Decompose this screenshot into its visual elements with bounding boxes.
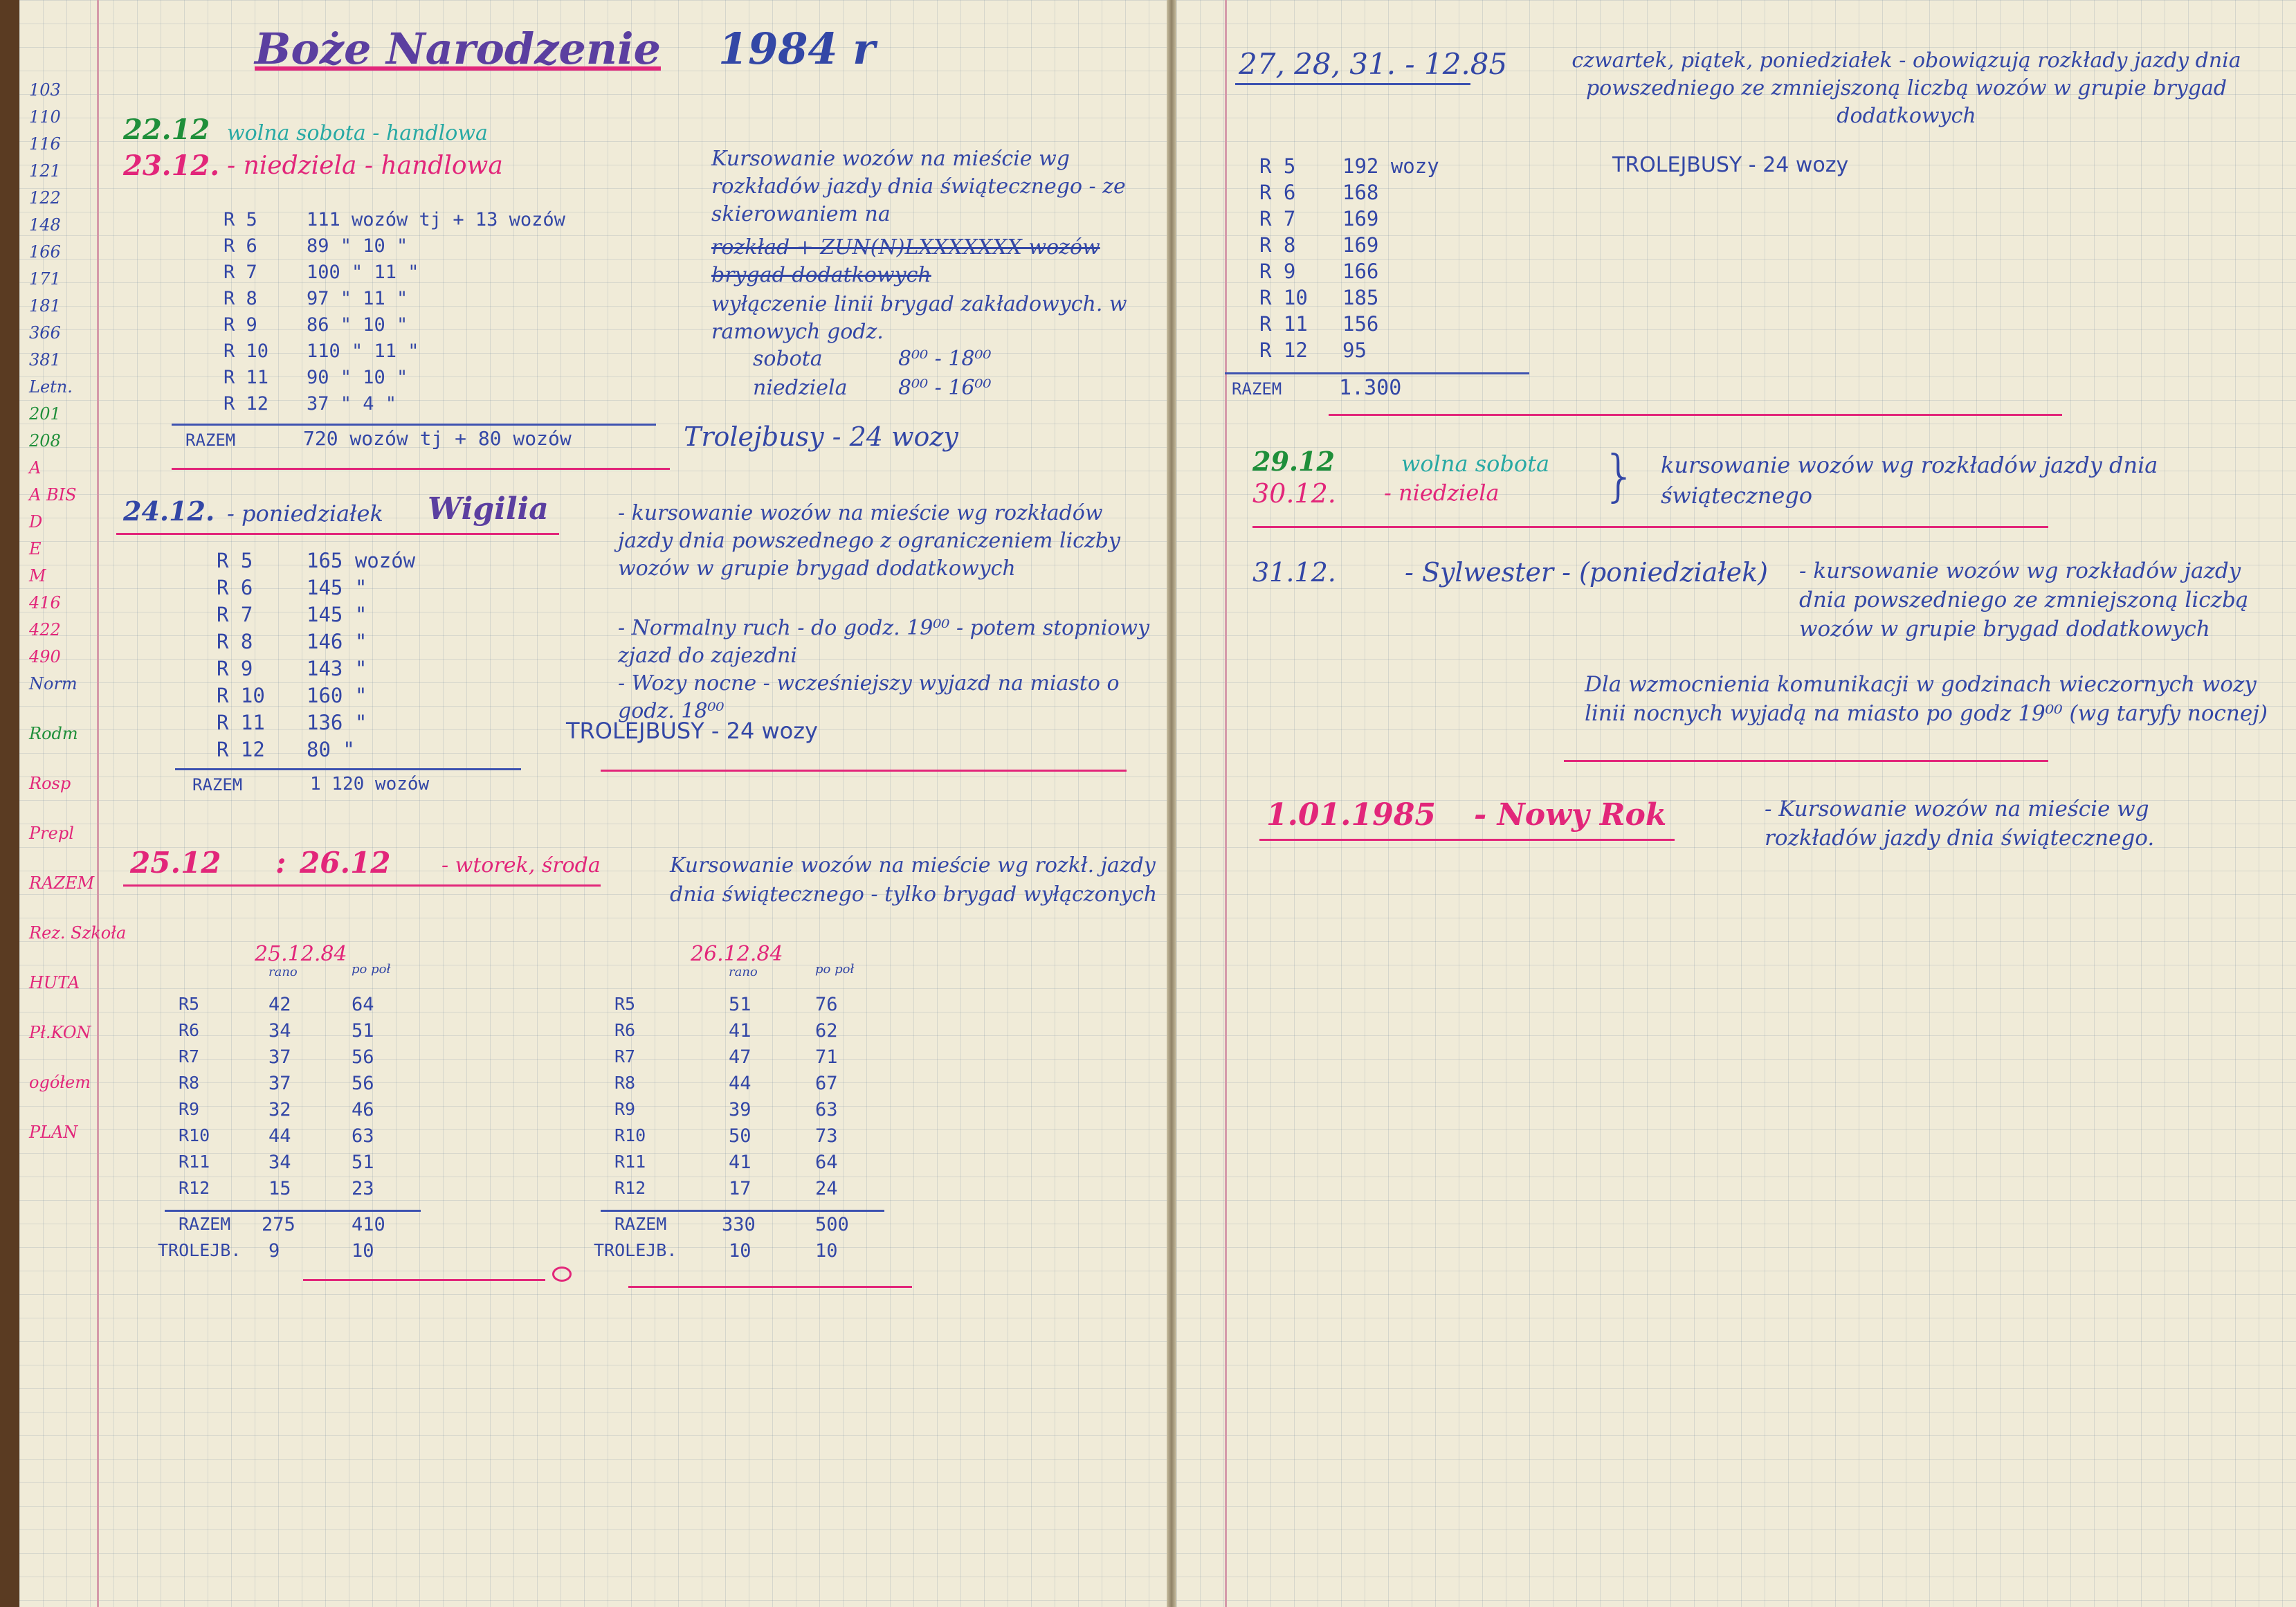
row-morning: 39 bbox=[729, 1099, 751, 1120]
row-label: R7 bbox=[179, 1046, 200, 1066]
margin-index-item: Prepl bbox=[29, 824, 74, 843]
margin-index-item: Rez. Szkoła bbox=[29, 923, 127, 943]
row-label: R5 bbox=[614, 994, 636, 1014]
s3-end-line-1 bbox=[303, 1279, 545, 1281]
row-afternoon: 71 bbox=[815, 1046, 838, 1068]
row-label: R 11 bbox=[224, 367, 269, 388]
margin-index-item: 381 bbox=[29, 350, 61, 370]
s1-description-2: wyłączenie linii brygad zakładowych. w ramowych godz. bbox=[711, 292, 1127, 344]
s2-name: Wigilia bbox=[428, 491, 549, 527]
s3-description: Kursowanie wozów na mieście wg rozkł. jazdy dnia świątecznego - tylko brygad wyłączonych bbox=[670, 853, 1158, 907]
right-page bbox=[1176, 0, 2296, 1607]
r-s1-total-label: RAZEM bbox=[1232, 379, 1282, 399]
s2-description-1: - kursowanie wozów na mieście wg rozkładów jazdy dnia powszednego z ograniczeniem liczby wozów w grupie brygad dodatkowych bbox=[618, 501, 1120, 581]
row-count: 90 " 10 " bbox=[307, 367, 408, 388]
r-s2-brace: } bbox=[1602, 444, 1637, 508]
row-count: 169 bbox=[1342, 233, 1379, 257]
s3-end-line-2 bbox=[628, 1286, 912, 1288]
row-afternoon: 64 bbox=[815, 1152, 838, 1173]
row-label: R 11 bbox=[217, 711, 265, 734]
margin-index-item: 490 bbox=[29, 647, 61, 666]
margin-index-item: 122 bbox=[29, 188, 61, 208]
row-morning: 32 bbox=[268, 1099, 291, 1120]
total-afternoon: 410 bbox=[352, 1214, 385, 1235]
margin-index-item: Pł.KON bbox=[29, 1023, 91, 1042]
margin-index-item: A bbox=[29, 458, 42, 478]
s1-date1: 22.12 bbox=[123, 114, 210, 146]
row-label: R 12 bbox=[1259, 338, 1308, 362]
row-label: R 7 bbox=[217, 603, 253, 626]
left-margin-line bbox=[97, 0, 99, 1607]
row-morning: 41 bbox=[729, 1020, 751, 1042]
row-afternoon: 24 bbox=[815, 1178, 838, 1199]
margin-index-item: Norm bbox=[29, 674, 78, 693]
row-count: 89 " 10 " bbox=[307, 235, 408, 257]
row-afternoon: 64 bbox=[352, 994, 374, 1015]
row-morning: 37 bbox=[268, 1073, 291, 1094]
row-label: R6 bbox=[614, 1020, 636, 1040]
table-divider bbox=[601, 1210, 884, 1212]
row-count: 100 " 11 " bbox=[307, 262, 419, 283]
row-afternoon: 51 bbox=[352, 1152, 374, 1173]
book-spine bbox=[1167, 0, 1176, 1607]
row-label: R10 bbox=[614, 1125, 646, 1145]
s3-separator: : bbox=[275, 846, 286, 880]
left-page bbox=[19, 0, 1167, 1607]
margin-index-item: 103 bbox=[29, 80, 61, 100]
margin-index-item: E bbox=[29, 539, 42, 559]
row-label: R 8 bbox=[224, 288, 257, 309]
margin-index-item: Rodm bbox=[29, 724, 78, 743]
row-label: R9 bbox=[614, 1099, 636, 1119]
trolleybus-label: TROLEJB. bbox=[158, 1240, 242, 1260]
row-count: 95 bbox=[1342, 338, 1367, 362]
row-morning: 41 bbox=[729, 1152, 751, 1173]
row-afternoon: 51 bbox=[352, 1020, 374, 1042]
trolleybus-label: TROLEJB. bbox=[594, 1240, 677, 1260]
s1-label1: wolna sobota - handlowa bbox=[227, 121, 488, 145]
row-label: R 5 bbox=[217, 549, 253, 572]
row-label: R 6 bbox=[217, 576, 253, 599]
s1-divider bbox=[172, 424, 656, 426]
row-afternoon: 63 bbox=[815, 1099, 838, 1120]
row-morning: 44 bbox=[729, 1073, 751, 1094]
table-col2: po poł bbox=[815, 962, 855, 977]
trolleybus-afternoon: 10 bbox=[352, 1240, 374, 1262]
row-afternoon: 46 bbox=[352, 1099, 374, 1120]
row-label: R 8 bbox=[1259, 233, 1296, 257]
row-label: R 5 bbox=[224, 209, 257, 230]
r-s3-name: - Sylwester - (poniedziałek) bbox=[1405, 557, 1768, 588]
s2-description-2: - Normalny ruch - do godz. 19⁰⁰ - potem stopniowy zjazd do zajezdni bbox=[618, 616, 1150, 668]
row-count: 97 " 11 " bbox=[307, 288, 408, 309]
s1-hours2-label: niedziela bbox=[753, 376, 848, 400]
row-afternoon: 62 bbox=[815, 1020, 838, 1042]
row-count: 165 wozów bbox=[307, 549, 416, 572]
s2-total: 1 120 wozów bbox=[310, 774, 430, 795]
table-date: 26.12.84 bbox=[691, 942, 783, 966]
margin-index-item: 422 bbox=[29, 620, 61, 639]
margin-index-item: Letn. bbox=[29, 377, 73, 397]
row-label: R 9 bbox=[1259, 260, 1296, 283]
margin-index-item: 366 bbox=[29, 323, 61, 343]
trolleybus-morning: 9 bbox=[268, 1240, 280, 1262]
margin-index-item: 116 bbox=[29, 134, 61, 154]
s2-header-line bbox=[116, 533, 559, 535]
row-morning: 15 bbox=[268, 1178, 291, 1199]
row-label: R7 bbox=[614, 1046, 636, 1066]
row-count: 192 wozy bbox=[1342, 154, 1439, 178]
margin-index-item: 208 bbox=[29, 431, 61, 451]
margin-index-item: A BIS bbox=[29, 485, 77, 505]
row-label: R 7 bbox=[224, 262, 257, 283]
s2-weekday: - poniedziałek bbox=[227, 500, 383, 527]
margin-index-item: 181 bbox=[29, 296, 61, 316]
s1-description: Kursowanie wozów na mieście wg rozkładów jazdy dnia świątecznego - ze skierowaniem na bbox=[711, 147, 1126, 226]
row-afternoon: 56 bbox=[352, 1073, 374, 1094]
row-label: R 10 bbox=[224, 341, 269, 362]
row-morning: 42 bbox=[268, 994, 291, 1015]
r-s4-underline bbox=[1259, 839, 1675, 841]
r-s1-date-underline bbox=[1235, 83, 1470, 85]
row-morning: 50 bbox=[729, 1125, 751, 1147]
row-count: 166 bbox=[1342, 260, 1379, 283]
right-margin-line bbox=[1225, 0, 1227, 1607]
row-afternoon: 63 bbox=[352, 1125, 374, 1147]
margin-index-item: RAZEM bbox=[29, 873, 95, 893]
total-label: RAZEM bbox=[179, 1214, 231, 1234]
r-s3-description-2: Dla wzmocnienia komunikacji w godzinach wieczornych wozy linii nocnych wyjadą na miasto po godz 19⁰⁰ (wg taryfy nocnej) bbox=[1585, 672, 2268, 726]
row-label: R6 bbox=[179, 1020, 200, 1040]
row-label: R8 bbox=[179, 1073, 200, 1093]
row-count: 160 " bbox=[307, 684, 367, 707]
margin-index-item: 171 bbox=[29, 269, 61, 289]
table-divider bbox=[165, 1210, 421, 1212]
r-s2-date1: 29.12 bbox=[1252, 446, 1335, 477]
r-s1-trolleybus: TROLEJBUSY - 24 wozy bbox=[1612, 153, 1849, 177]
r-s3-end-line bbox=[1564, 760, 2048, 762]
row-label: R 9 bbox=[224, 314, 257, 336]
trolleybus-afternoon: 10 bbox=[815, 1240, 838, 1262]
row-count: 111 wozów tj + 13 wozów bbox=[307, 209, 565, 230]
row-morning: 51 bbox=[729, 994, 751, 1015]
margin-index-item: 110 bbox=[29, 107, 61, 127]
r-s2-label1: wolna sobota bbox=[1401, 451, 1550, 477]
page-year: 1984 r bbox=[718, 24, 875, 74]
pink-circle-mark bbox=[552, 1266, 572, 1282]
margin-index-item: 201 bbox=[29, 404, 61, 424]
total-label: RAZEM bbox=[614, 1214, 667, 1234]
table-col1: rano bbox=[268, 965, 298, 979]
row-count: 146 " bbox=[307, 630, 367, 653]
row-count: 156 bbox=[1342, 312, 1379, 336]
margin-index-item: 166 bbox=[29, 242, 61, 262]
row-morning: 47 bbox=[729, 1046, 751, 1068]
row-label: R10 bbox=[179, 1125, 210, 1145]
margin-index-item: ogółem bbox=[29, 1073, 91, 1092]
page-title: Boże Narodzenie bbox=[255, 24, 661, 74]
s1-label2: - niedziela - handlowa bbox=[227, 152, 503, 180]
margin-index-item: 148 bbox=[29, 215, 61, 235]
row-label: R12 bbox=[179, 1178, 210, 1198]
s1-total-label: RAZEM bbox=[185, 430, 236, 450]
row-afternoon: 67 bbox=[815, 1073, 838, 1094]
row-label: R 6 bbox=[1259, 181, 1296, 204]
row-label: R11 bbox=[179, 1152, 210, 1172]
table-col2: po poł bbox=[352, 962, 391, 977]
row-label: R 11 bbox=[1259, 312, 1308, 336]
row-count: 110 " 11 " bbox=[307, 341, 419, 362]
row-label: R 10 bbox=[217, 684, 265, 707]
row-afternoon: 76 bbox=[815, 994, 838, 1015]
s2-end-line bbox=[601, 770, 1127, 772]
r-s3-date: 31.12. bbox=[1252, 557, 1336, 588]
s3-header-line bbox=[123, 884, 601, 887]
margin-index-item: Rosp bbox=[29, 774, 71, 793]
row-afternoon: 73 bbox=[815, 1125, 838, 1147]
row-label: R 12 bbox=[224, 393, 269, 415]
r-s1-total: 1.300 bbox=[1339, 376, 1402, 400]
s1-hours1-label: sobota bbox=[753, 347, 823, 371]
row-label: R 6 bbox=[224, 235, 257, 257]
row-label: R8 bbox=[614, 1073, 636, 1093]
r-s2-description: kursowanie wozów wg rozkładów jazdy dnia świątecznego bbox=[1661, 452, 2158, 509]
row-count: 80 " bbox=[307, 738, 355, 761]
row-morning: 37 bbox=[268, 1046, 291, 1068]
s1-hours1: 8⁰⁰ - 18⁰⁰ bbox=[898, 347, 992, 371]
row-label: R 8 bbox=[217, 630, 253, 653]
margin-index-item: HUTA bbox=[29, 973, 80, 992]
r-s4-name: - Nowy Rok bbox=[1474, 797, 1667, 833]
total-morning: 330 bbox=[722, 1214, 756, 1235]
s1-hours2: 8⁰⁰ - 16⁰⁰ bbox=[898, 376, 992, 400]
r-s4-date: 1.01.1985 bbox=[1266, 797, 1436, 833]
row-morning: 44 bbox=[268, 1125, 291, 1147]
row-afternoon: 23 bbox=[352, 1178, 374, 1199]
r-s1-dates: 27, 28, 31. - 12.85 bbox=[1239, 47, 1508, 81]
r-s1-end-line bbox=[1329, 414, 2062, 416]
row-count: 86 " 10 " bbox=[307, 314, 408, 336]
table-date: 25.12.84 bbox=[255, 942, 347, 966]
row-count: 136 " bbox=[307, 711, 367, 734]
r-s2-label2: - niedziela bbox=[1384, 480, 1500, 506]
row-label: R 12 bbox=[217, 738, 265, 761]
s1-description-struck: rozkład + ZUN(N)LXXXXXXX wozów brygad dodatkowych bbox=[711, 235, 1100, 287]
s1-trolleybus: Trolejbusy - 24 wozy bbox=[684, 421, 958, 452]
margin-index-item: 121 bbox=[29, 161, 61, 181]
margin-index-item: PLAN bbox=[29, 1123, 78, 1142]
total-afternoon: 500 bbox=[815, 1214, 849, 1235]
s1-total: 720 wozów tj + 80 wozów bbox=[303, 427, 572, 450]
row-label: R11 bbox=[614, 1152, 646, 1172]
row-label: R 5 bbox=[1259, 154, 1296, 178]
row-count: 143 " bbox=[307, 657, 367, 680]
s2-total-label: RAZEM bbox=[192, 775, 243, 795]
margin-index-item: D bbox=[29, 512, 43, 532]
s2-description-3: - Wozy nocne - wcześniejszy wyjazd na miasto o godz. 18⁰⁰ bbox=[618, 671, 1120, 723]
s2-trolleybus: TROLEJBUSY - 24 wozy bbox=[566, 718, 818, 744]
table-col1: rano bbox=[729, 965, 758, 979]
margin-index-item: M bbox=[29, 566, 46, 585]
row-count: 37 " 4 " bbox=[307, 393, 397, 415]
r-s4-description: - Kursowanie wozów na mieście wg rozkładów jazdy dnia świątecznego. bbox=[1765, 797, 2155, 851]
trolleybus-morning: 10 bbox=[729, 1240, 751, 1262]
row-label: R 10 bbox=[1259, 286, 1308, 309]
row-morning: 17 bbox=[729, 1178, 751, 1199]
r-s1-description: czwartek, piątek, poniedziałek - obowiązują rozkłady jazdy dnia powszedniego ze zmniejszoną liczbą wozów w grupie brygad dodatkowych bbox=[1571, 48, 2241, 128]
row-label: R 7 bbox=[1259, 207, 1296, 230]
row-count: 145 " bbox=[307, 603, 367, 626]
s2-divider bbox=[175, 768, 521, 770]
row-label: R5 bbox=[179, 994, 200, 1014]
s3-date1: 25.12 bbox=[130, 846, 221, 880]
r-s3-description: - kursowanie wozów wg rozkładów jazdy dnia powszedniego ze zmniejszoną liczbą wozów w grupie brygad dodatkowych bbox=[1799, 559, 2249, 642]
r-s2-end-line bbox=[1252, 526, 2048, 528]
r-s1-divider bbox=[1225, 372, 1529, 374]
row-count: 169 bbox=[1342, 207, 1379, 230]
s2-date: 24.12. bbox=[123, 496, 215, 527]
row-afternoon: 56 bbox=[352, 1046, 374, 1068]
row-morning: 34 bbox=[268, 1152, 291, 1173]
s3-weekdays: - wtorek, środa bbox=[441, 853, 601, 878]
s3-date2: 26.12 bbox=[300, 846, 391, 880]
row-count: 185 bbox=[1342, 286, 1379, 309]
row-label: R9 bbox=[179, 1099, 200, 1119]
s1-date2: 23.12. bbox=[123, 149, 220, 182]
row-label: R12 bbox=[614, 1178, 646, 1198]
row-count: 168 bbox=[1342, 181, 1379, 204]
s1-end-line bbox=[172, 468, 670, 470]
row-morning: 34 bbox=[268, 1020, 291, 1042]
row-label: R 9 bbox=[217, 657, 253, 680]
total-morning: 275 bbox=[262, 1214, 295, 1235]
margin-index-item: 416 bbox=[29, 593, 61, 612]
row-count: 145 " bbox=[307, 576, 367, 599]
r-s2-date2: 30.12. bbox=[1252, 478, 1336, 509]
